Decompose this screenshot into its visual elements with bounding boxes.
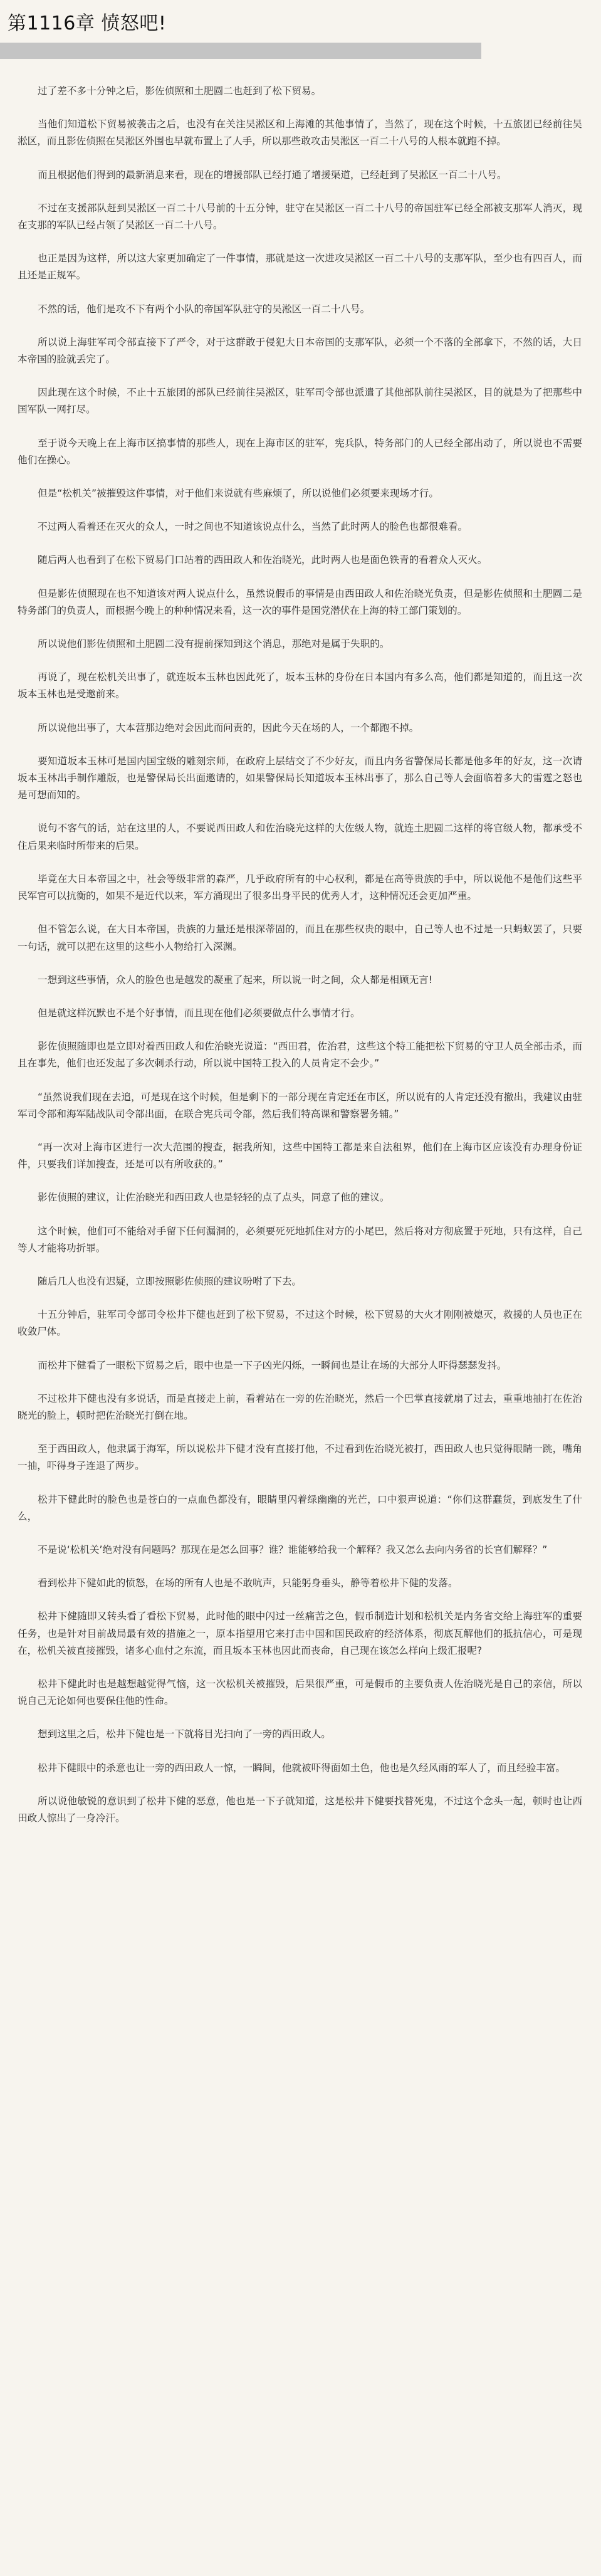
paragraph: 所以说他出事了，大本营那边绝对会因此而问责的，因此今天在场的人，一个都跑不掉。 <box>38 722 419 733</box>
paragraph: 毕竟在大日本帝国之中，社会等级非常的森严，几乎政府所有的中心权利，都是在高等贵族的手中，所以说他不是他们这些平民军官可以抗衡的，如果不是近代以来，军方涌现出了很多出身平民的优秀人才，这种情况还会更加严重。 <box>18 873 582 902</box>
paragraph: 但不管怎么说，在大日本帝国，贵族的力量还是根深蒂固的，而且在那些权贵的眼中，自己等人也不过是一只蚂蚁罢了，只要一句话，就可以把在这里的这些小人物给打入深渊。 <box>18 923 582 952</box>
paragraph: 不是说‘松机关’绝对没有问题吗？那现在是怎么回事？谁？谁能够给我一个解释？我又怎么去向内务省的长官们解释？” <box>38 1543 548 1555</box>
paragraph: 不然的话，他们是攻不下有两个小队的帝国军队驻守的吴淞区一百二十八号。 <box>38 303 370 315</box>
paragraph: 因此现在这个时候，不止十五旅团的部队已经前往吴淞区，驻军司令部也派遣了其他部队前往吴淞区，目的就是为了把那些中国军队一网打尽。 <box>18 387 582 416</box>
paragraph: 但是就这样沉默也不是个好事情，而且现在他们必须要做点什么事情才行。 <box>38 1007 360 1019</box>
paragraph: 当他们知道松下贸易被袭击之后，也没有在关注吴淞区和上海滩的其他事情了，当然了，现在这个时候，十五旅团已经前往吴淞区，而且影佐侦照在吴淞区外围也早就布置上了人手，所以那些敢攻击吴淞区一百二十八号的人根本就跑不掉。 <box>18 118 582 147</box>
paragraph: 不过松井下健也没有多说话，而是直接走上前，看着站在一旁的佐治晓光，然后一个巴掌直接就扇了过去，重重地抽打在佐治晓光的脸上，顿时把佐治晓光打倒在地。 <box>18 1392 582 1421</box>
paragraph: 再说了，现在松机关出事了，就连坂本玉林也因此死了，坂本玉林的身份在日本国内有多么高，他们都是知道的，而且这一次坂本玉林也是受邀前来。 <box>18 671 582 700</box>
paragraph: 而且根据他们得到的最新消息来看，现在的增援部队已经打通了增援渠道，已经赶到了吴淞区一百二十八号。 <box>38 169 507 181</box>
paragraph: 这个时候，他们可不能给对手留下任何漏洞的，必须要死死地抓住对方的小尾巴，然后将对方彻底置于死地，只有这样，自己等人才能将功折罪。 <box>18 1225 582 1254</box>
paragraph: 随后两人也看到了在松下贸易门口站着的西田政人和佐治晓光，此时两人也是面色铁青的看着众人灭火。 <box>38 554 488 566</box>
paragraph: 所以说他们影佐侦照和土肥圆二没有提前探知到这个消息，那绝对是属于失职的。 <box>38 638 390 650</box>
chapter-title: 第1116章 愤怒吧! <box>8 13 167 34</box>
paragraph: 随后几人也没有迟疑，立即按照影佐侦照的建议吩咐了下去。 <box>38 1275 302 1287</box>
paragraph: 但是“松机关”被摧毁这件事情，对于他们来说就有些麻烦了，所以说他们必须要来现场才行。 <box>38 488 439 500</box>
paragraph: “虽然说我们现在去追，可是现在这个时候，但是剩下的一部分现在肯定还在市区，所以说有的人肯定还没有撤出，我建议由驻军司令部和海军陆战队司令部出面，在联合宪兵司令部，然后我们特高课和警察署务辅。” <box>18 1091 582 1120</box>
paragraph: 一想到这些事情，众人的脸色也是越发的凝重了起来，所以说一时之间，众人都是相顾无言! <box>38 974 433 986</box>
title-underline-bar <box>0 43 481 59</box>
paragraph: 想到这里之后，松井下健也是一下就将目光扫向了一旁的西田政人。 <box>38 1728 331 1740</box>
paragraph: 松井下健此时也是越想越觉得气恼，这一次松机关被摧毁，后果很严重，可是假币的主要负责人佐治晓光是自己的亲信，所以说自己无论如何也要保住他的性命。 <box>18 1678 582 1707</box>
paragraph: 影佐侦照的建议，让佐治晓光和西田政人也是轻轻的点了点头，同意了他的建议。 <box>38 1192 390 1204</box>
paragraph: 十五分钟后，驻军司令部司令松井下健也赶到了松下贸易，不过这个时候，松下贸易的大火才刚刚被熄灭，救援的人员也正在收敛尸体。 <box>18 1309 582 1338</box>
paragraph: 所以说上海驻军司令部直接下了严令，对于这群敢于侵犯大日本帝国的支那军队，必须一个不落的全部拿下，不然的话，大日本帝国的脸就丢完了。 <box>18 336 582 365</box>
paragraph: “再一次对上海市区进行一次大范围的搜查，据我所知，这些中国特工都是来自法租界，他们在上海市区应该没有办理身份证件，只要我们详加搜查，还是可以有所收获的。” <box>18 1141 582 1170</box>
paragraph: 至于说今天晚上在上海市区搞事情的那些人，现在上海市区的驻军，宪兵队，特务部门的人已经全部出动了，所以说也不需要他们在操心。 <box>18 437 582 466</box>
paragraph: 不过在支援部队赶到吴淞区一百二十八号前的十五分钟，驻守在吴淞区一百二十八号的帝国驻军已经全部被支那军人消灭，现在支那的军队已经占领了吴淞区一百二十八号。 <box>18 202 582 231</box>
paragraph: 所以说他敏锐的意识到了松井下健的恶意，他也是一下子就知道，这是松井下健要找替死鬼，不过这个念头一起，顿时也让西田政人惊出了一身冷汗。 <box>18 1795 582 1824</box>
chapter-body <box>0 59 601 1827</box>
paragraph: 也正是因为这样，所以这大家更加确定了一件事情，那就是这一次进攻吴淞区一百二十八号的支那军队，至少也有四百人，而且还是正规军。 <box>18 253 582 281</box>
paragraph: 过了差不多十分钟之后，影佐侦照和土肥圆二也赶到了松下贸易。 <box>38 85 321 97</box>
paragraph: 影佐侦照随即也是立即对着西田政人和佐治晓光说道：“西田君，佐治君，这些这个特工能把松下贸易的守卫人员全部击杀，而且在事先，他们也还发起了多次刺杀行动，所以说中国特工投入的人员肯定不会少。” <box>18 1041 582 1070</box>
paragraph: 但是影佐侦照现在也不知道该对两人说点什么，虽然说假币的事情是由西田政人和佐治晓光负责，但是影佐侦照和土肥圆二是特务部门的负责人，而根据今晚上的种种情况来看，这一次的事件是国党潜伏在上海的特工部门策划的。 <box>18 587 582 616</box>
paragraph: 不过两人看着还在灭火的众人，一时之间也不知道该说点什么，当然了此时两人的脸色也都很难看。 <box>38 521 468 533</box>
paragraph: 松井下健随即又转头看了看松下贸易，此时他的眼中闪过一丝痛苦之色，假币制造计划和松机关是内务省交给上海驻军的重要任务，也是针对目前战局最有效的措施之一，原本指望用它来打击中国和国民政府的经济体系，彻底瓦解他们的抵抗信心，可是现在，松机关被直接摧毁，诸多心血付之东流，而且坂本玉林也因此而丧命，自己现在该怎么样向上级汇报呢? <box>18 1611 582 1656</box>
paragraph: 松井下健眼中的杀意也让一旁的西田政人一惊，一瞬间，他就被吓得面如土色，他也是久经风雨的军人了，而且经验丰富。 <box>38 1762 566 1774</box>
paragraph: 至于西田政人，他隶属于海军，所以说松井下健才没有直接打他，不过看到佐治晓光被打，西田政人也只觉得眼睛一跳，嘴角一抽，吓得身子连退了两步。 <box>18 1443 582 1472</box>
paragraph: 看到松井下健如此的愤怒，在场的所有人也是不敢吭声，只能躬身垂头，静等着松井下健的发落。 <box>38 1577 458 1589</box>
paragraph: 而松井下健看了一眼松下贸易之后，眼中也是一下子凶光闪烁，一瞬间也是让在场的大部分人吓得瑟瑟发抖。 <box>38 1359 507 1371</box>
paragraph: 松井下健此时的脸色也是苍白的一点血色都没有，眼睛里闪着绿幽幽的光芒，口中狠声说道：“你们这群蠢货，到底发生了什么， <box>18 1493 582 1522</box>
paragraph: 要知道坂本玉林可是国内国宝级的雕刻宗师，在政府上层结交了不少好友，而且内务省警保局长都是他多年的好友，这一次请坂本玉林出手制作雕版，也是警保局长出面邀请的，如果警保局长知道坂本玉林出事了，那么自己等人会面临着多大的雷霆之怒也是可想而知的。 <box>18 755 582 801</box>
paragraph: 说句不客气的话，站在这里的人，不要说西田政人和佐治晓光这样的大佐级人物，就连土肥圆二这样的将官级人物，都承受不住后果来临时所带来的后果。 <box>18 823 582 851</box>
